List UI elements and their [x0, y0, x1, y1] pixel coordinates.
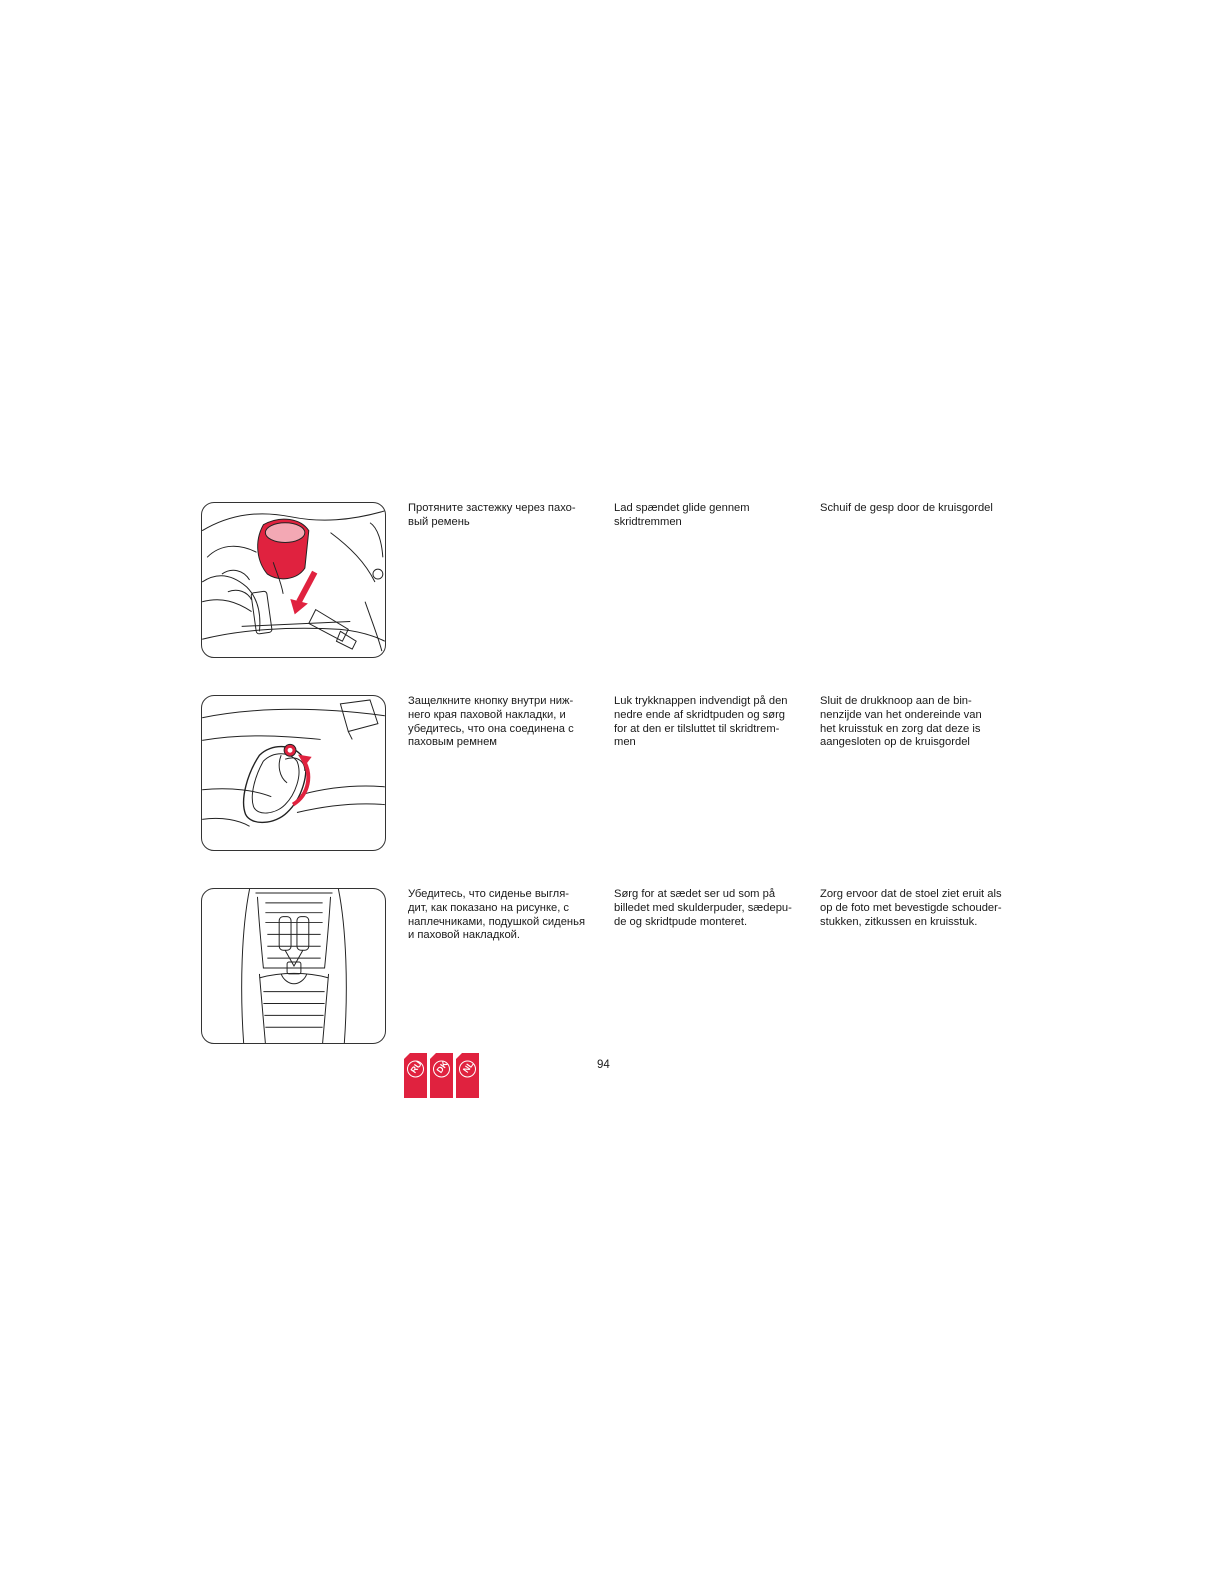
step-3: [0, 888, 1219, 1048]
instruction-text-nl: Zorg ervoor dat de stoel ziet eruit als op de foto met bevestigde schouder- stukken, zitkussen en kruisstuk.: [820, 888, 1002, 928]
instruction-text-ru: Протяните застежку через пахо- вый ремень: [408, 502, 576, 528]
buckle-through-crotch-strap-illustration: [201, 502, 386, 658]
instruction-text-dk: Sørg for at sædet ser ud som på billedet med skulderpuder, sædepu- de og skridtpude monteret.: [614, 888, 792, 928]
instruction-text-nl: Schuif de gesp door de kruisgordel: [820, 502, 993, 514]
instruction-text-dk: Luk trykknappen indvendigt på den nedre ende af skridtpuden og sørg for at den er tilsluttet til skridtrem- men: [614, 695, 788, 749]
press-button-crotch-pad-illustration: [201, 695, 386, 851]
finished-seat-top-view-illustration: [201, 888, 386, 1044]
language-tab-ru: [404, 1053, 427, 1098]
language-tab-nl: [456, 1053, 479, 1098]
instruction-text-nl: Sluit de drukknoop aan de bin- nenzijde van het ondereinde van het kruisstuk en zorg dat deze is aangesloten op de kruisgordel: [820, 695, 982, 749]
step-1: [0, 502, 1219, 662]
language-tab-dk: [430, 1053, 453, 1098]
language-tab-label: NL: [460, 1059, 476, 1075]
step-2: [0, 695, 1219, 855]
instruction-text-ru: Защелкните кнопку внутри ниж- него края паховой накладки, и убедитесь, что она соединена с паховым ремнем: [408, 695, 574, 749]
page-number: 94: [597, 1059, 610, 1071]
language-tabs: [404, 1053, 484, 1099]
language-tab-label: DK: [434, 1059, 450, 1075]
instruction-text-ru: Убедитесь, что сиденье выгля- дит, как показано на рисунке, с наплечниками, подушкой сиденья и паховой накладкой.: [408, 888, 586, 942]
instruction-text-dk: Lad spændet glide gennem skridtremmen: [614, 502, 750, 528]
language-tab-label: RU: [408, 1059, 424, 1075]
